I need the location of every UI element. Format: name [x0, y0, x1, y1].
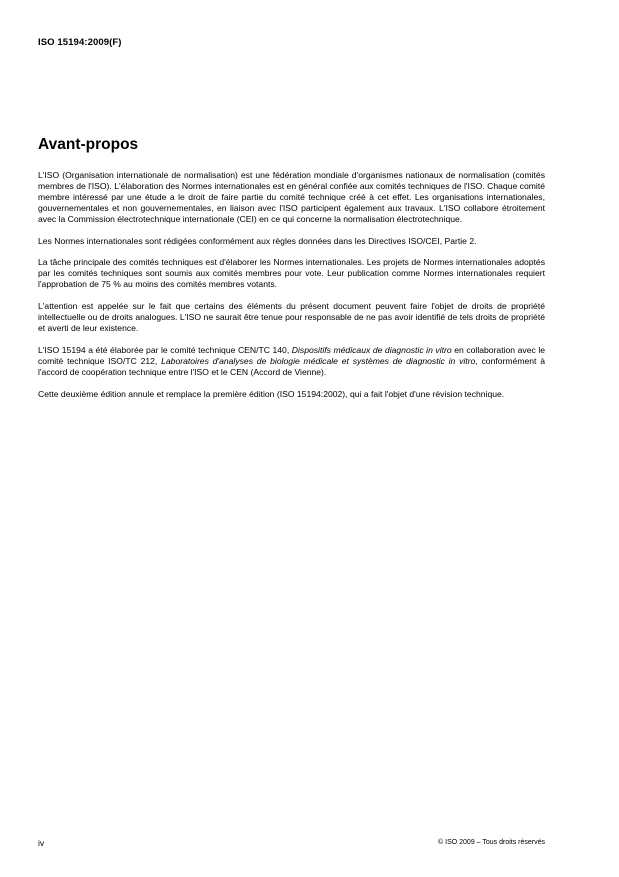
- preparation-text-1: L'ISO 15194 a été élaborée par le comité technique CEN/TC 140,: [38, 344, 292, 355]
- preparation-text-2: en collaboration avec le comité technique ISO/TC 212,: [38, 344, 546, 366]
- page-number: iv: [38, 838, 45, 848]
- paragraph-edition: Cette deuxième édition annule et remplace la première édition (ISO 15194:2002), qui a fait l'objet d'une révision technique.: [38, 388, 505, 399]
- paragraph-preparation: [38, 345, 545, 378]
- paragraph-technical-committees: La tâche principale des comités techniques est d'élaborer les Normes internationales. Les projets de Normes internationales adoptés par les comités techniques sont soumis aux comités membres pour vote. Leur publication comme Normes internationales requiert l'approbation de 75 % au moins des comités membres votants.: [38, 257, 545, 290]
- paragraph-iso-organisation: L'ISO (Organisation internationale de normalisation) est une fédération mondiale d'organismes nationaux de normalisation (comités membres de l'ISO). L'élaboration des Normes internationales est en général confiée aux comités techniques de l'ISO. Chaque comité membre intéressé par une étude a le droit de faire partie du comité technique créé à cet effet. Les organisations internationales, gouvernementales et non gouvernementales, en liaison avec l'ISO participent également aux travaux. L'ISO collabore étroitement avec la Commission électrotechnique internationale (CEI) en ce qui concerne la normalisation électrotechnique.: [38, 170, 545, 224]
- document-header: ISO 15194:2009(F): [38, 37, 122, 48]
- preparation-text-3: , conformément à l'accord de coopération technique entre l'ISO et le CEN (Accord de Vienne).: [38, 355, 545, 377]
- preparation-committee-title-1: Dispositifs médicaux de diagnostic in vitro: [291, 344, 452, 355]
- preparation-committee-title-2: Laboratoires d'analyses de biologie médicale et systèmes de diagnostic in vitro: [161, 355, 476, 366]
- copyright-notice: © ISO 2009 – Tous droits réservés: [438, 839, 545, 846]
- section-title: Avant-propos: [38, 136, 139, 153]
- paragraph-directives: Les Normes internationales sont rédigées conformément aux règles données dans les Directives ISO/CEI, Partie 2.: [38, 235, 477, 246]
- paragraph-patent-rights: L'attention est appelée sur le fait que certains des éléments du présent document peuvent faire l'objet de droits de propriété intellectuelle ou de droits analogues. L'ISO ne saurait être tenue pour responsable de ne pas avoir identifié de tels droits de propriété et averti de leur existence.: [38, 301, 545, 333]
- foreword-body: [38, 170, 545, 400]
